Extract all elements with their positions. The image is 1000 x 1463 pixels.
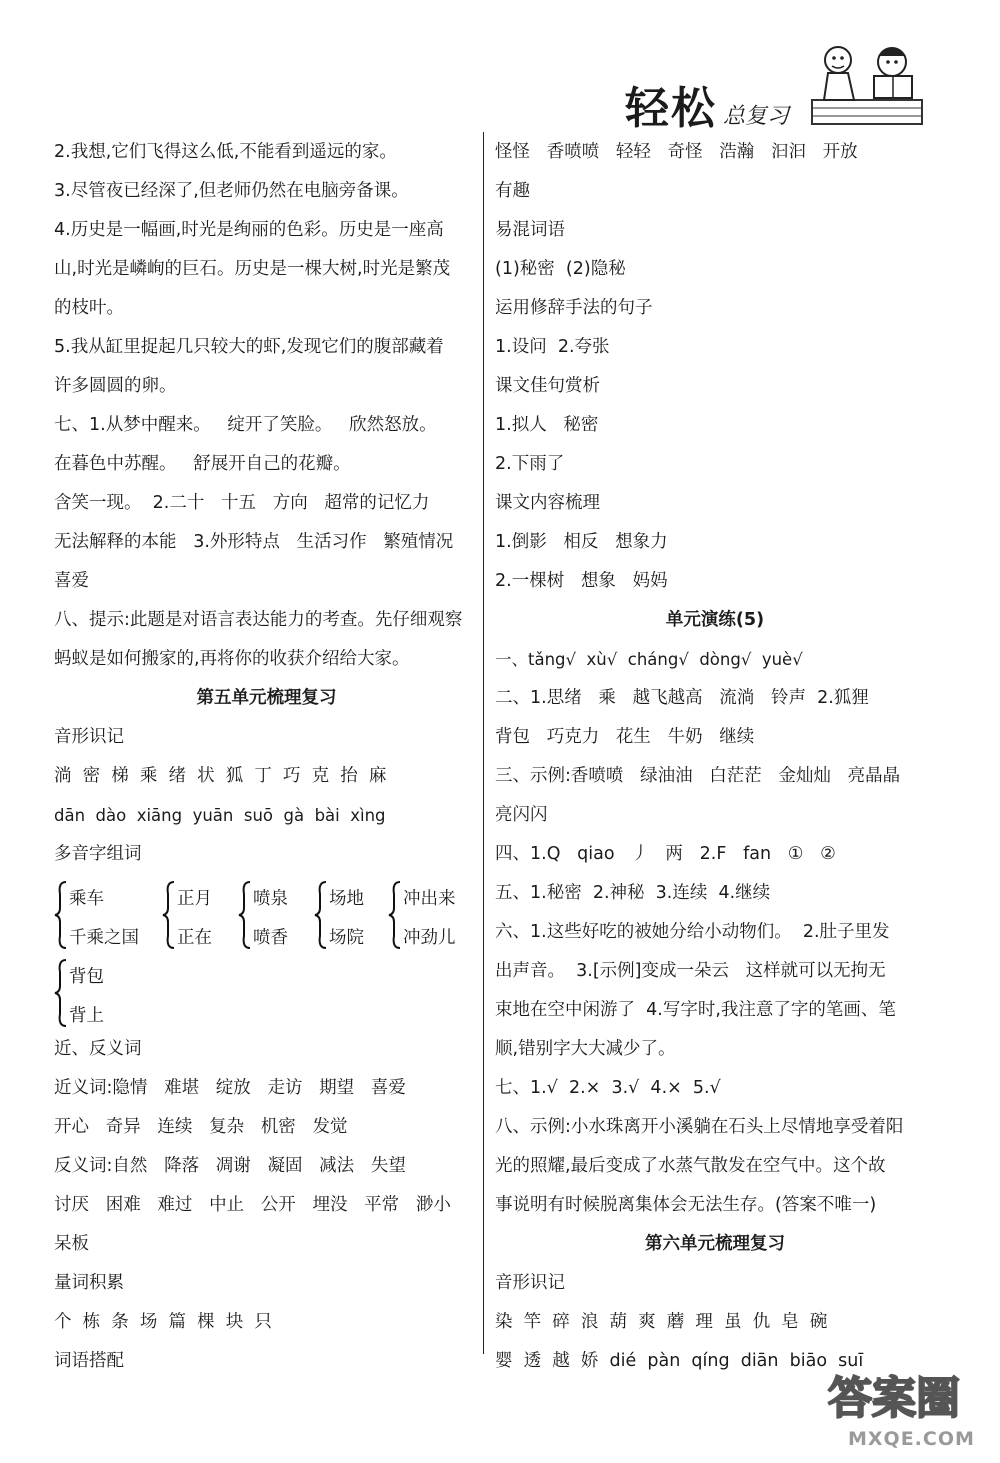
polyphone-group [54,952,479,1030]
text-line: 的枝叶。 [54,298,124,318]
text-line: 1.设问 2.夸张 [495,337,610,357]
text-line: 染 竿 碎 浪 葫 爽 蘑 理 虽 仇 皂 碗 [495,1312,828,1332]
polyphone-word: 正月 [177,889,212,909]
text-line: 1.倒影 相反 想象力 [495,532,668,552]
subsection-label: 多音字组词 [54,844,142,864]
text-line: 无法解释的本能 3.外形特点 生活习作 繁殖情况 [54,532,454,552]
polyphone-word: 千乘之国 [69,928,139,948]
subsection-label: 近、反义词 [54,1039,142,1059]
text-line: 有趣 [495,181,530,201]
cartoon-kids-reading-illustration [808,38,926,128]
text-line: 七、1.√ 2.× 3.√ 4.× 5.√ [495,1078,721,1098]
text-line: 束地在空中闲游了 4.写字时,我注意了字的笔画、笔 [495,1000,896,1020]
pinyin-line: 一、tǎng√ xù√ cháng√ dòng√ yuè√ [495,650,803,669]
column-divider [483,132,484,1354]
text-line: 3.尽管夜已经深了,但老师仍然在电脑旁备课。 [54,181,409,201]
text-line: 5.我从缸里捉起几只较大的虾,发现它们的腹部藏着 [54,337,444,357]
text-line: 4.历史是一幅画,时光是绚丽的色彩。历史是一座高 [54,220,444,240]
text-line: 光的照耀,最后变成了水蒸气散发在空气中。这个故 [495,1156,886,1176]
text-line: 开心 奇异 连续 复杂 机密 发觉 [54,1117,348,1137]
brand-title [625,72,789,136]
text-line: 八、提示:此题是对语言表达能力的考查。先仔细观察 [54,610,463,630]
polyphone-word: 背上 [69,1006,104,1026]
text-line: 近义词:隐情 难堪 绽放 走访 期望 喜爱 [54,1078,406,1098]
subsection-label: 课文佳句赏析 [495,376,600,396]
polyphone-word: 喷香 [253,928,288,948]
text-line: 山,时光是嶙峋的巨石。历史是一棵大树,时光是繁茂 [54,259,451,279]
text-line: 呆板 [54,1234,89,1254]
section-heading-unit5: 第五单元梳理复习 [196,688,337,708]
watermark-domain: MXQE.COM [848,1428,975,1450]
polyphone-word: 冲劲儿 [403,928,456,948]
text-line: 含笑一现。 2.二十 十五 方向 超常的记忆力 [54,493,430,513]
subsection-label: 运用修辞手法的句子 [495,298,653,318]
subsection-label: 音形识记 [495,1273,565,1293]
polyphone-word: 场地 [329,889,364,909]
subsection-label: 音形识记 [54,727,124,747]
polyphone-word: 背包 [69,967,104,987]
left-column [54,133,479,1381]
text-line: 事说明有时候脱离集体会无法生存。(答案不唯一) [495,1195,877,1215]
subsection-label: 量词积累 [54,1273,124,1293]
section-heading-unit6: 第六单元梳理复习 [645,1234,785,1254]
text-line: 三、示例:香喷喷 绿油油 白茫茫 金灿灿 亮晶晶 [495,766,901,786]
text-line: 四、1.Q qiao 丿 两 2.F fan ① ② [495,844,836,864]
text-line: 在暮色中苏醒。 舒展开自己的花瓣。 [54,454,351,474]
text-line: 淌 密 梯 乘 绪 状 狐 丁 巧 克 抬 麻 [54,766,387,786]
polyphone-word: 喷泉 [253,889,288,909]
text-line: 背包 巧克力 花生 牛奶 继续 [495,727,755,747]
text-line: 顺,错别字大大减少了。 [495,1039,676,1059]
pinyin-line: dān dào xiāng yuān suō gà bài xìng [54,806,386,825]
text-line: 出声音。 3.[示例]变成一朵云 这样就可以无拘无 [495,961,886,981]
text-line: 2.一棵树 想象 妈妈 [495,571,668,591]
brand-sub: 总复习 [723,104,790,129]
polyphone-word: 场院 [329,928,364,948]
text-line: 许多圆圆的卵。 [54,376,177,396]
text-line: 蚂蚁是如何搬家的,再将你的收获介绍给大家。 [54,649,410,669]
polyphone-group [54,874,479,952]
text-line: 1.拟人 秘密 [495,415,599,435]
polyphone-word: 乘车 [69,889,104,909]
text-line: 喜爱 [54,571,89,591]
text-line: 2.我想,它们飞得这么低,不能看到遥远的家。 [54,142,397,162]
polyphone-word: 正在 [177,928,212,948]
text-line: 五、1.秘密 2.神秘 3.连续 4.继续 [495,883,771,903]
text-line: 讨厌 困难 难过 中止 公开 埋没 平常 渺小 [54,1195,451,1215]
text-line: 七、1.从梦中醒来。 绽开了笑脸。 欣然怒放。 [54,415,437,435]
watermark-logo-text: 答案圈 [828,1373,960,1424]
text-line: 个 栋 条 场 篇 棵 块 只 [54,1312,272,1332]
brand-main: 轻松 [625,83,717,134]
text-line: 婴 透 越 娇 dié pàn qíng diān biāo suī [495,1351,864,1371]
text-line: 反义词:自然 降落 凋谢 凝固 减法 失望 [54,1156,406,1176]
text-line: 六、1.这些好吃的被她分给小动物们。 2.肚子里发 [495,922,890,942]
right-column [495,133,935,1381]
polyphone-word: 冲出来 [403,889,456,909]
subsection-label: 易混词语 [495,220,565,240]
text-line: (1)秘密 (2)隐秘 [495,259,626,279]
text-line: 2.下雨了 [495,454,565,474]
text-line: 二、1.思绪 乘 越飞越高 流淌 铃声 2.狐狸 [495,688,869,708]
section-heading-unit-practice: 单元演练(5) [665,610,765,630]
text-line: 八、示例:小水珠离开小溪躺在石头上尽情地享受着阳 [495,1117,904,1137]
text-line: 亮闪闪 [495,805,548,825]
subsection-label: 课文内容梳理 [495,493,600,513]
text-line: 怪怪 香喷喷 轻轻 奇怪 浩瀚 汩汩 开放 [495,142,858,162]
subsection-label: 词语搭配 [54,1351,124,1371]
